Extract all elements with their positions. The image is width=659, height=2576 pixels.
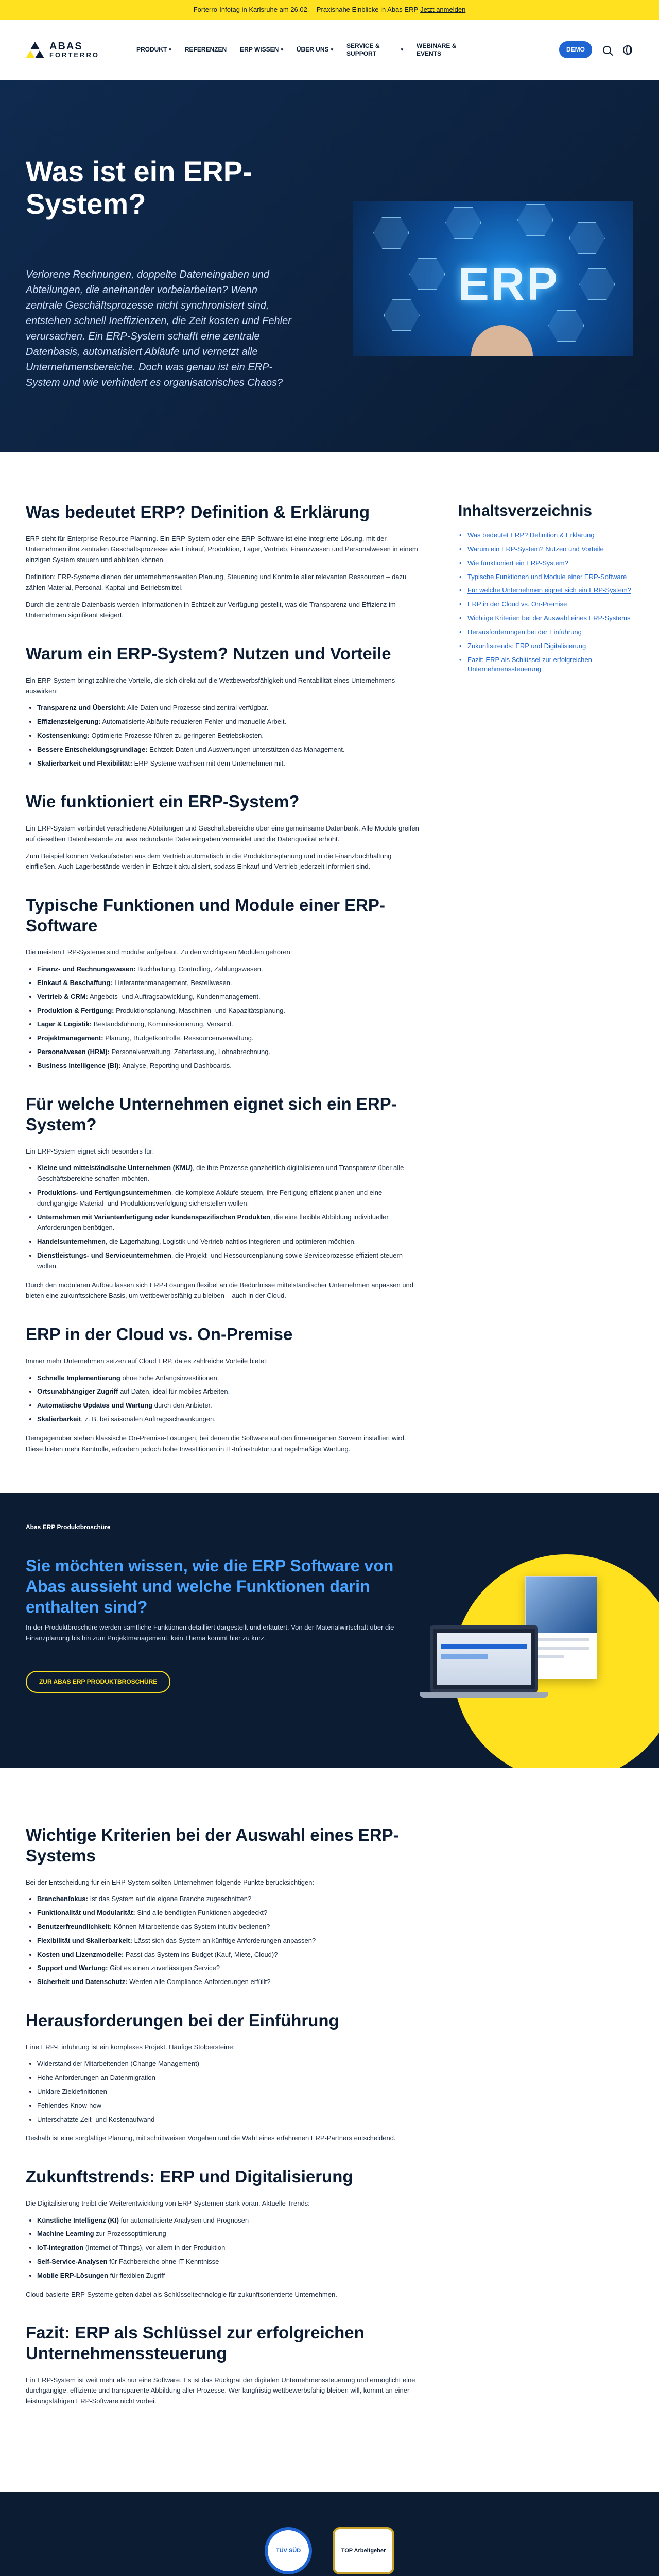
- nav-label: ÜBER UNS: [296, 46, 329, 53]
- list-item: • Skalierbarkeit und Flexibilität: ERP-Systeme wachsen mit dem Unternehmen mit.: [37, 758, 422, 769]
- list-item: • Kostensenkung: Optimierte Prozesse führen zu geringeren Betriebskosten.: [37, 731, 422, 741]
- list-item: • Vertrieb & CRM: Angebots- und Auftragsabwicklung, Kundenmanagement.: [37, 992, 422, 1003]
- top-employer-badge: TOP Arbeitgeber: [333, 2527, 394, 2574]
- toc-link[interactable]: • Herausforderungen bei der Einführung: [458, 628, 633, 637]
- announcement-link[interactable]: Jetzt anmelden: [420, 5, 466, 13]
- section-heading: Typische Funktionen und Module einer ERP-Software: [26, 895, 385, 935]
- list-item: • Effizienzsteigerung: Automatisierte Abläufe reduzieren Fehler und manuelle Arbeit.: [37, 717, 422, 727]
- language-button[interactable]: [622, 44, 633, 56]
- list-item: • Handelsunternehmen, die Lagerhaltung, Logistik und Vertrieb nahtlos integrieren und optimieren möchten.: [37, 1236, 422, 1247]
- sidebar: [458, 502, 633, 1477]
- section-heading: Zukunftstrends: ERP und Digitalisierung: [26, 2167, 353, 2187]
- banner-eyebrow: Abas ERP Produktbroschüre: [26, 1523, 111, 1531]
- logo-line-2: FORTERRO: [49, 51, 99, 59]
- toc-link[interactable]: • Zukunftstrends: ERP und Digitalisierung: [458, 641, 633, 651]
- certificates-row: [0, 2492, 659, 2576]
- bullet-list: [37, 1163, 422, 1272]
- chevron-down-icon: ▾: [169, 46, 171, 52]
- chevron-down-icon: ▾: [401, 46, 404, 52]
- nav-label: PRODUKT: [136, 46, 167, 53]
- section-heading: Warum ein ERP-System? Nutzen und Vorteile: [26, 644, 391, 664]
- list-item: • Transparenz und Übersicht: Alle Daten und Prozesse sind zentral verfügbar.: [37, 703, 422, 714]
- list-item: • Produktion & Fertigung: Produktionsplanung, Maschinen- und Kapazitätsplanung.: [37, 1006, 422, 1016]
- paragraph: Definition: ERP-Systeme dienen der unternehmensweiten Planung, Steuerung und Kontrolle aller relevanten Ressourcen – dazu zählen Material, Personal, Kapital und Betriebsmittel.: [26, 572, 407, 591]
- paragraph: Deshalb ist eine sorgfältige Planung, mit schrittweisen Vorgehen und die Wahl eines erfahrenen ERP-Partners entscheidend.: [26, 2134, 396, 2142]
- main-nav: [136, 42, 473, 58]
- list-item: • Unklare Zieldefinitionen: [37, 2087, 422, 2097]
- nav-label: REFERENZEN: [184, 46, 227, 53]
- list-item: • Unternehmen mit Variantenfertigung oder kundenspezifischen Produkten, die eine flexible Abbildung individueller Anforderungen benötigen.: [37, 1212, 422, 1234]
- paragraph: Eine ERP-Einführung ist ein komplexes Projekt. Häufige Stolpersteine:: [26, 2043, 235, 2051]
- list-item: • Einkauf & Beschaffung: Lieferantenmanagement, Bestellwesen.: [37, 978, 422, 989]
- section-heading: Wie funktioniert ein ERP-System?: [26, 792, 300, 811]
- article-content: [0, 452, 659, 1477]
- search-icon: [603, 46, 611, 54]
- list-item: • Flexibilität und Skalierbarkeit: Lässt sich das System an künftige Anforderungen anpassen?: [37, 1936, 422, 1946]
- announcement-bar: [0, 0, 659, 20]
- list-item: • Support und Wartung: Gibt es einen zuverlässigen Service?: [37, 1963, 422, 1974]
- toc-link[interactable]: • Wichtige Kriterien bei der Auswahl eines ERP-Systems: [458, 614, 633, 623]
- section-heading: Wichtige Kriterien bei der Auswahl eines ERP-Systems: [26, 1825, 399, 1865]
- announcement-text: Forterro-Infotag in Karlsruhe am 26.02. – Praxisnahe Einblicke in Abas ERP: [193, 5, 419, 13]
- section-heading: Fazit: ERP als Schlüssel zur erfolgreichen Unternehmenssteuerung: [26, 2323, 365, 2363]
- paragraph: Ein ERP-System bringt zahlreiche Vorteile, die sich direkt auf die Wettbewerbsfähigkeit und Rentabilität eines Unternehmens auswirken:: [26, 676, 395, 695]
- bullet-list: [37, 964, 422, 1071]
- chevron-down-icon: ▾: [331, 46, 334, 52]
- section-heading: ERP in der Cloud vs. On-Premise: [26, 1325, 293, 1344]
- site-logo[interactable]: [26, 41, 99, 59]
- nav-item-referenzen[interactable]: [185, 42, 227, 58]
- bullet-list: [37, 1373, 422, 1425]
- section-trends: [26, 2166, 422, 2300]
- toc-link[interactable]: • Typische Funktionen und Module einer ERP-Software: [458, 572, 633, 582]
- toc-link[interactable]: • Was bedeutet ERP? Definition & Erklärung: [458, 531, 633, 540]
- toc-link[interactable]: • ERP in der Cloud vs. On-Premise: [458, 600, 633, 609]
- nav-item-service-support[interactable]: [346, 42, 403, 58]
- list-item: • Unterschätzte Zeit- und Kostenaufwand: [37, 2114, 422, 2125]
- paragraph: Cloud-basierte ERP-Systeme gelten dabei als Schlüsseltechnologie für zukunftsorientierte Unternehmen.: [26, 2290, 337, 2298]
- list-item: • Benutzerfreundlichkeit: Können Mitarbeitende das System intuitiv bedienen?: [37, 1922, 422, 1933]
- list-item: • Schnelle Implementierung ohne hohe Anfangsinvestitionen.: [37, 1373, 422, 1384]
- list-item: • Machine Learning zur Prozessoptimierung: [37, 2229, 422, 2240]
- nav-label: ERP WISSEN: [240, 46, 279, 53]
- paragraph: Bei der Entscheidung für ein ERP-System sollten Unternehmen folgende Punkte berücksichtigen:: [26, 1878, 315, 1886]
- bullet-list: [37, 2215, 422, 2281]
- toc-link[interactable]: • Fazit: ERP als Schlüssel zur erfolgreichen Unternehmenssteuerung: [458, 655, 633, 675]
- article-main-2: [26, 1825, 422, 2429]
- bullet-list: [37, 703, 422, 769]
- list-item: • Projektmanagement: Planung, Budgetkontrolle, Ressourcenverwaltung.: [37, 1033, 422, 1044]
- bullet-list: [37, 1894, 422, 1988]
- section-heading: Was bedeutet ERP? Definition & Erklärung: [26, 502, 370, 521]
- section-herausforderungen: [26, 2010, 422, 2144]
- list-item: • Branchenfokus: Ist das System auf die eigene Branche zugeschnitten?: [37, 1894, 422, 1905]
- toc-link[interactable]: • Warum ein ERP-System? Nutzen und Vorteile: [458, 545, 633, 554]
- toc-link[interactable]: • Wie funktioniert ein ERP-System?: [458, 558, 633, 568]
- section-cloud: [26, 1324, 422, 1454]
- list-item: • Lager & Logistik: Bestandsführung, Kommissionierung, Versand.: [37, 1019, 422, 1030]
- list-item: • Fehlendes Know-how: [37, 2100, 422, 2111]
- bullet-list: [37, 2059, 422, 2125]
- list-item: • Finanz- und Rechnungswesen: Buchhaltung, Controlling, Zahlungswesen.: [37, 964, 422, 975]
- list-item: • Personalwesen (HRM): Personalverwaltung, Zeiterfassung, Lohnabrechnung.: [37, 1047, 422, 1058]
- site-footer: [0, 2492, 659, 2576]
- nav-item-ueber-uns[interactable]: [297, 42, 333, 58]
- list-item: • Self-Service-Analysen für Fachbereiche ohne IT-Kenntnisse: [37, 2257, 422, 2267]
- list-item: • Hohe Anforderungen an Datenmigration: [37, 2073, 422, 2083]
- nav-item-webinare-events[interactable]: [417, 42, 473, 58]
- paragraph: Die Digitalisierung treibt die Weiterentwicklung von ERP-Systemen stark voran. Aktuelle Trends:: [26, 2199, 310, 2207]
- logo-line-1: ABAS: [49, 41, 83, 52]
- list-item: • Automatische Updates und Wartung durch den Anbieter.: [37, 1400, 422, 1411]
- article-main: [26, 502, 422, 1477]
- banner-text: In der Produktbroschüre werden sämtliche Funktionen detailliert dargestellt und erläutert. Von der Materialwirtschaft über die Finanzplanung bis hin zum Projektmanagement, kein Thema kommt hier zu kurz.: [26, 1623, 394, 1642]
- paragraph: Ein ERP-System ist weit mehr als nur eine Software. Es ist das Rückgrat der digitalen Unternehmenssteuerung und ermöglicht eine durchgängige, effiziente und transparente Abbildung aller Prozesse. Wer langfristig wettbewerbsfähig bleiben will, kommt an einer leistungsfähigen ERP-Software nicht vorbei.: [26, 2376, 415, 2405]
- hero-image-word: ERP: [458, 259, 560, 310]
- logo-mark-icon: [26, 41, 44, 59]
- chevron-down-icon: ▾: [281, 46, 283, 52]
- list-item: • Sicherheit und Datenschutz: Werden alle Compliance-Anforderungen erfüllt?: [37, 1977, 422, 1988]
- list-item: • Funktionalität und Modularität: Sind alle benötigten Funktionen abgedeckt?: [37, 1908, 422, 1919]
- paragraph: Durch den modularen Aufbau lassen sich ERP-Lösungen flexibel an die Bedürfnisse mittelständischer Unternehmen anpassen und bieten eine zukunftssichere Basis, um wettbewerbsfähig zu bleiben – auch in der Cloud.: [26, 1281, 414, 1300]
- paragraph: Ein ERP-System eignet sich besonders für:: [26, 1147, 154, 1155]
- section-heading: Für welche Unternehmen eignet sich ein ERP-System?: [26, 1094, 397, 1134]
- list-item: • Künstliche Intelligenz (KI) für automatisierte Analysen und Prognosen: [37, 2215, 422, 2226]
- paragraph: Immer mehr Unternehmen setzen auf Cloud ERP, da es zahlreiche Vorteile bietet:: [26, 1357, 268, 1365]
- section-funktionsweise: [26, 791, 422, 872]
- section-definition: [26, 502, 422, 621]
- list-item: • Dienstleistungs- und Serviceunternehmen, die Projekt- und Ressourcenplanung sowie Serviceprozesse effizient steuern wollen.: [37, 1250, 422, 1272]
- list-item: • Bessere Entscheidungsgrundlage: Echtzeit-Daten und Auswertungen unterstützen das Management.: [37, 744, 422, 755]
- demo-button[interactable]: DEMO: [559, 41, 592, 58]
- globe-icon: [623, 45, 632, 55]
- brochure-banner: [0, 1493, 659, 1768]
- page-title: Was ist ein ERP-System?: [26, 155, 252, 220]
- section-zielgruppen: [26, 1094, 422, 1301]
- hero-image: [353, 201, 633, 356]
- section-fazit: [26, 2323, 422, 2407]
- paragraph: Zum Beispiel können Verkaufsdaten aus dem Vertrieb automatisch in die Produktionsplanung und in die Finanzbuchhaltung einfließen. Auch Lagerbestände werden in Echtzeit aktualisiert, sodass Einkauf und Vertrieb jederzeit informiert sind.: [26, 852, 392, 871]
- list-item: • Skalierbarkeit, z. B. bei saisonalen Auftragsschwankungen.: [37, 1414, 422, 1425]
- table-of-contents: [458, 502, 633, 674]
- paragraph: ERP steht für Enterprise Resource Planning. Ein ERP-System oder eine ERP-Software ist eine integrierte Lösung, mit der Unternehmen ihre zentralen Geschäftsprozesse wie Einkauf, Produktion, Lager, Vertrieb, Finanzwesen und Personalwesen in einem einzigen System steuern und abbilden können.: [26, 534, 418, 564]
- paragraph: Durch die zentrale Datenbasis werden Informationen in Echtzeit zur Verfügung gestellt, was die Transparenz und Effizienz im Unternehmen signifikant steigert.: [26, 600, 396, 619]
- banner-title: Sie möchten wissen, wie die ERP Software von Abas aussieht und welche Funktionen darin enthalten sind?: [26, 1556, 394, 1617]
- site-header: [0, 20, 659, 80]
- hero-lead: Verlorene Rechnungen, doppelte Dateneingaben und Abteilungen, die aneinander vorbeiarbeiten? Wenn zentrale Geschäftsprozesse nicht synchronisiert sind, entstehen schnell Ineffizienzen, die Zeit kosten und Fehler verursachen. Ein ERP-System schafft eine zentrale Datenbasis, automatisiert Abläufe und vernetzt alle Unternehmensbereiche. Doch was genau ist ein ERP-System und wie verhindert es organisatorisches Chaos?: [26, 269, 291, 388]
- list-item: • Kosten und Lizenzmodelle: Passt das System ins Budget (Kauf, Miete, Cloud)?: [37, 1950, 422, 1960]
- hero-section: [0, 80, 659, 452]
- paragraph: Ein ERP-System verbindet verschiedene Abteilungen und Geschäftsbereiche über eine gemeinsame Datenbank. Alle Module greifen auf dieselben Datenbestände zu, was redundante Dateneingaben vermeidet und die Datenqualität erhöht.: [26, 824, 419, 843]
- paragraph: Die meisten ERP-Systeme sind modular aufgebaut. Zu den wichtigsten Modulen gehören:: [26, 948, 292, 956]
- list-item: • Widerstand der Mitarbeitenden (Change Management): [37, 2059, 422, 2070]
- list-item: • Mobile ERP-Lösungen für flexiblen Zugriff: [37, 2270, 422, 2281]
- toc-title: Inhaltsverzeichnis: [458, 502, 593, 519]
- article-content-2: [0, 1768, 659, 2491]
- toc-link[interactable]: • Für welche Unternehmen eignet sich ein ERP-System?: [458, 586, 633, 596]
- nav-item-produkt[interactable]: [136, 42, 171, 58]
- search-button[interactable]: [601, 44, 613, 56]
- list-item: • Kleine und mittelständische Unternehmen (KMU), die ihre Prozesse ganzheitlich digitalisieren und Transparenz über alle Geschäftsbereiche schaffen möchten.: [37, 1163, 422, 1184]
- paragraph: Demgegenüber stehen klassische On-Premise-Lösungen, bei denen die Software auf den firmeneigenen Servern installiert wird. Diese bieten mehr Kontrolle, erfordern jedoch hohe Investitionen in IT-Infrastruktur und regelmäßige Wartung.: [26, 1434, 406, 1453]
- brochure-button[interactable]: ZUR ABAS ERP PRODUKTBROSCHÜRE: [26, 1671, 170, 1693]
- list-item: • Produktions- und Fertigungsunternehmen, die komplexe Abläufe steuern, ihre Fertigung effizient planen und eine durchgängige Material- und Produktionsverfolgung sicherstellen wollen.: [37, 1188, 422, 1209]
- section-heading: Herausforderungen bei der Einführung: [26, 2010, 339, 2030]
- nav-label: SERVICE & SUPPORT: [346, 42, 380, 57]
- nav-label: WEBINARE & EVENTS: [417, 42, 457, 57]
- section-module: [26, 895, 422, 1071]
- nav-item-erp-wissen[interactable]: [240, 42, 283, 58]
- list-item: • Ortsunabhängiger Zugriff auf Daten, ideal für mobiles Arbeiten.: [37, 1386, 422, 1397]
- tuv-certificate-badge: TÜV SÜD: [265, 2527, 312, 2574]
- section-nutzen: [26, 643, 422, 769]
- section-kriterien: [26, 1825, 422, 1988]
- laptop-image: [430, 1625, 538, 1692]
- list-item: • IoT-Integration (Internet of Things), vor allem in der Produktion: [37, 2243, 422, 2253]
- list-item: • Business Intelligence (BI): Analyse, Reporting und Dashboards.: [37, 1061, 422, 1072]
